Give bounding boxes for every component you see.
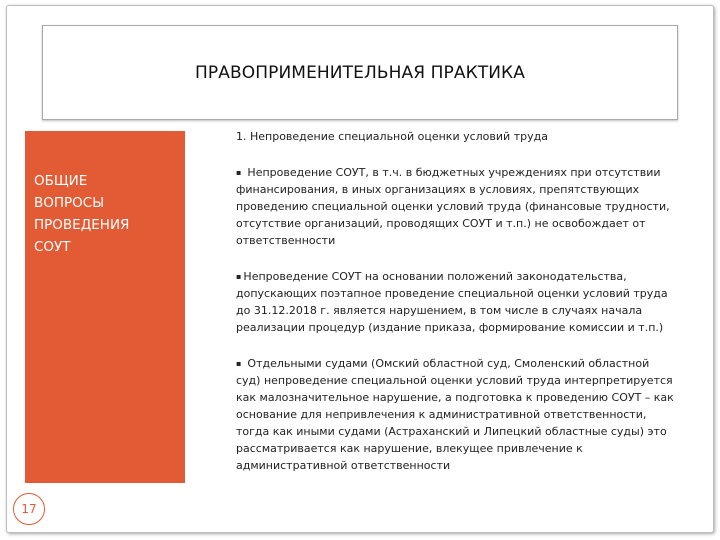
bullet-item	[236, 355, 676, 474]
section-sidebar	[25, 131, 185, 483]
content-area	[236, 128, 676, 493]
bullet-text: Непроведение СОУТ на основании положений законодательства, допускающих поэтапное проведение специальной оценки условий труда до 31.12.2018 г. является нарушением, в том числе в случаях начала реализации процедур (издание приказа, формирование комиссии и т.п.)	[236, 270, 668, 334]
bullet-square-icon: ▪	[236, 168, 242, 177]
page-number-badge: 17	[13, 493, 45, 525]
bullet-text: Отдельными судами (Омский областной суд, Смоленский областной суд) непроведение специальной оценки условий труда интерпретируется как малозначительное нарушение, а подготовка к проведению СОУТ – как основание для непривлечения к административной ответственности, тогда как иными судами (Астраханский и Липецкий областные суды) это рассматривается как нарушение, влекущее привлечение к административной ответственности	[236, 357, 674, 472]
section-sidebar-label: ОБЩИЕ ВОПРОСЫ ПРОВЕДЕНИЯ СОУТ	[34, 173, 130, 255]
content-heading: 1. Непроведение специальной оценки условий труда	[236, 130, 548, 143]
bullet-square-icon: ▪	[236, 359, 242, 368]
slide-title: ПРАВОПРИМЕНИТЕЛЬНАЯ ПРАКТИКА	[195, 62, 525, 83]
bullet-square-icon: ▪	[236, 272, 242, 281]
bullet-text: Непроведение СОУТ, в т.ч. в бюджетных учреждениях при отсутствии финансирования, в иных организациях в условиях, препятствующих проведению специальной оценки условий труда (финансовые трудности, отсутствие организаций, проводящих СОУТ и т.п.) не освобождает от ответственности	[236, 166, 670, 247]
title-box	[42, 25, 678, 120]
bullet-item	[236, 268, 676, 336]
bullet-item	[236, 164, 676, 249]
